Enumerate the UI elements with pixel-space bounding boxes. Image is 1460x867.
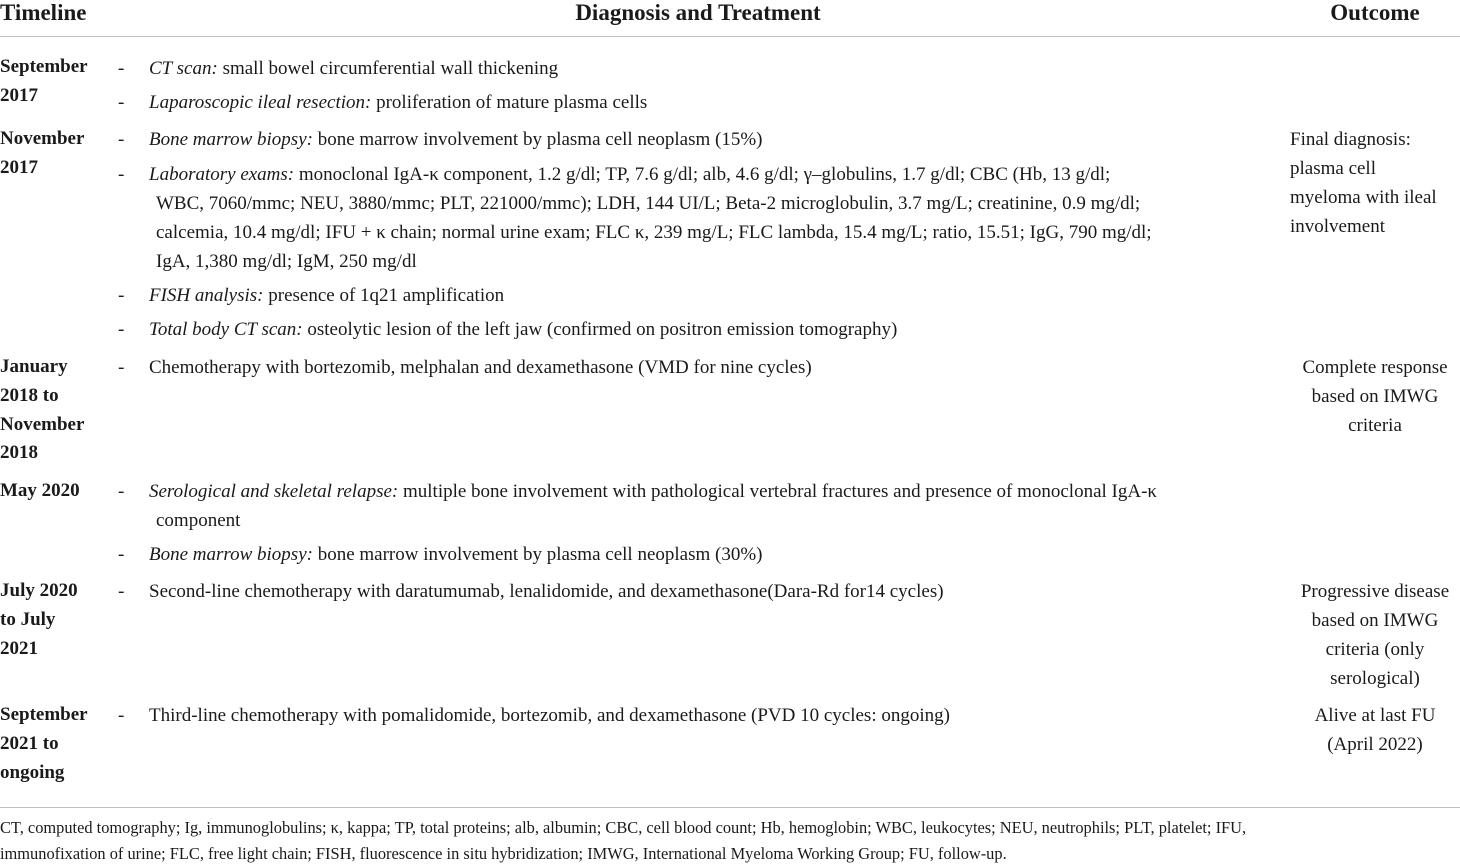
diagnosis-label: Bone marrow biopsy: — [149, 544, 313, 565]
timeline-line: January — [0, 356, 68, 377]
timeline-line: 2018 to — [0, 384, 59, 406]
outcome-line: criteria — [1348, 415, 1402, 436]
diagnosis-label: Total body CT scan: — [149, 319, 303, 340]
diagnosis-label: Bone marrow biopsy: — [149, 129, 313, 150]
timeline-line: 2021 to — [0, 732, 59, 754]
outcome-line: Final diagnosis: — [1290, 129, 1411, 150]
diagnosis-line-text: IgA, 1,380 mg/dl; IgM, 250 mg/dl — [156, 251, 417, 272]
timeline-line: 2017 — [0, 84, 38, 106]
outcome-line: involvement — [1290, 216, 1385, 237]
diagnosis-line-text: calcemia, 10.4 mg/dl; IFU + κ chain; normal urine exam; FLC κ, 239 mg/L; FLC lambda, 15.4 mg/L; ratio, 15.51; IgG, 790 mg/dl; — [156, 222, 1152, 243]
diagnosis-line-text: multiple bone involvement with pathological vertebral fractures and presence of monoclonal IgA-κ — [398, 481, 1158, 502]
diagnosis-text — [149, 540, 1277, 569]
diagnosis-label: Laboratory exams: — [149, 164, 295, 185]
outcome-line: Complete response — [1302, 357, 1448, 378]
diagnosis-line — [149, 218, 1277, 247]
timeline-cell — [0, 53, 110, 111]
diagnosis-line-text: small bowel circumferential wall thickening — [217, 58, 559, 79]
diagnosis-line — [149, 353, 1277, 382]
diagnosis-text — [149, 281, 1277, 310]
diagnosis-label: FISH analysis: — [149, 285, 264, 306]
footnote-line: CT, computed tomography; Ig, immunoglobulins; κ, kappa; TP, total proteins; alb, albumin; CBC, cell blood count; Hb, hemoglobin; WBC, leukocytes; NEU, neutrophils; PLT, platelet; IFU, — [0, 818, 1247, 837]
outcome-cell — [1290, 577, 1460, 693]
diagnosis-line-text: WBC, 7060/mmc; NEU, 3880/mmc; PLT, 221000/mmc); LDH, 144 UI/L; Beta-2 microglobulin, 3.7 mg/L; creatinine, 0.9 mg/dl; — [156, 193, 1141, 214]
list-dash: - — [118, 581, 125, 602]
list-dash: - — [118, 481, 125, 502]
header-outcome: Outcome — [1330, 0, 1420, 25]
header-timeline: Timeline — [0, 0, 87, 25]
timeline-cell — [0, 125, 110, 183]
timeline-cell — [0, 577, 110, 663]
outcome-line: criteria (only — [1325, 639, 1425, 660]
diagnosis-line-text: monoclonal IgA-κ component, 1.2 g/dl; TP, 7.6 g/dl; alb, 4.6 g/dl; γ–globulins, 1.7 g/dl; CBC (Hb, 13 g/dl; — [294, 164, 1111, 185]
diagnosis-line-text: bone marrow involvement by plasma cell neoplasm (15%) — [312, 129, 763, 150]
diagnosis-line-text: Chemotherapy with bortezomib, melphalan and dexamethasone (VMD for nine cycles) — [149, 357, 812, 378]
timeline-line: November — [0, 128, 85, 149]
list-dash: - — [118, 319, 125, 340]
timeline-line: September — [0, 56, 88, 77]
diagnosis-line — [149, 315, 1277, 344]
outcome-line: Alive at last FU — [1314, 705, 1436, 726]
diagnosis-line — [149, 247, 1277, 276]
diagnosis-text — [149, 701, 1277, 730]
outcome-line: based on IMWG — [1311, 386, 1439, 407]
timeline-cell — [0, 353, 110, 468]
diagnosis-line — [149, 125, 1277, 154]
timeline-line: 2017 — [0, 156, 38, 178]
diagnosis-text — [149, 315, 1277, 344]
timeline-cell — [0, 477, 110, 506]
timeline-line: to July — [0, 608, 56, 630]
list-dash: - — [118, 705, 125, 726]
diagnosis-line-text: bone marrow involvement by plasma cell neoplasm (30%) — [312, 544, 763, 565]
outcome-line: plasma cell — [1290, 158, 1376, 179]
outcome-line: serological) — [1330, 668, 1420, 689]
diagnosis-line — [149, 477, 1277, 506]
list-dash: - — [118, 164, 125, 185]
outcome-cell — [1290, 125, 1437, 241]
timeline-line: 2018 — [0, 442, 38, 464]
header-diagnosis-treatment: Diagnosis and Treatment — [575, 0, 821, 25]
diagnosis-text — [149, 125, 1277, 154]
diagnosis-line-text: presence of 1q21 amplification — [263, 285, 505, 306]
diagnosis-line — [149, 540, 1277, 569]
list-dash: - — [118, 58, 125, 79]
header-rule — [0, 36, 1460, 37]
diagnosis-text — [149, 577, 1277, 606]
outcome-line: Progressive disease — [1300, 581, 1450, 602]
outcome-cell — [1290, 353, 1460, 440]
diagnosis-label: CT scan: — [149, 58, 218, 79]
table-footnote — [0, 815, 1460, 867]
timeline-line: September — [0, 704, 88, 725]
diagnosis-text — [149, 160, 1277, 276]
diagnosis-text — [149, 88, 1277, 117]
footnote-line: immunofixation of urine; FLC, free light chain; FISH, fluorescence in situ hybridization; IMWG, International Myeloma Working Group; FU, follow-up. — [0, 844, 1007, 863]
outcome-cell — [1290, 701, 1460, 759]
diagnosis-line-text: Third-line chemotherapy with pomalidomide, bortezomib, and dexamethasone (PVD 10 cycles: ongoing) — [149, 705, 950, 726]
list-dash: - — [118, 129, 125, 150]
diagnosis-line — [149, 160, 1277, 189]
diagnosis-line — [149, 701, 1277, 730]
outcome-line: myeloma with ileal — [1290, 187, 1437, 208]
diagnosis-text — [149, 477, 1277, 535]
diagnosis-line — [149, 189, 1277, 218]
footer-rule — [0, 807, 1460, 808]
outcome-line: based on IMWG — [1311, 610, 1439, 631]
list-dash: - — [118, 285, 125, 306]
list-dash: - — [118, 92, 125, 113]
list-dash: - — [118, 544, 125, 565]
diagnosis-line-text: component — [156, 510, 241, 531]
timeline-line: July 2020 — [0, 580, 78, 601]
outcome-line: (April 2022) — [1327, 734, 1423, 755]
diagnosis-text — [149, 54, 1277, 83]
diagnosis-label: Serological and skeletal relapse: — [149, 481, 399, 502]
diagnosis-line — [149, 506, 1277, 535]
diagnosis-line-text: osteolytic lesion of the left jaw (confirmed on positron emission tomography) — [302, 319, 898, 340]
diagnosis-label: Laparoscopic ileal resection: — [149, 92, 372, 113]
diagnosis-line — [149, 54, 1277, 83]
diagnosis-line — [149, 281, 1277, 310]
diagnosis-line — [149, 577, 1277, 606]
timeline-line: 2021 — [0, 637, 38, 659]
timeline-line: May 2020 — [0, 480, 80, 501]
list-dash: - — [118, 357, 125, 378]
diagnosis-line-text: proliferation of mature plasma cells — [371, 92, 648, 113]
diagnosis-line — [149, 88, 1277, 117]
timeline-cell — [0, 701, 110, 787]
diagnosis-line-text: Second-line chemotherapy with daratumumab, lenalidomide, and dexamethasone(Dara-Rd for14 cycles) — [149, 581, 944, 602]
diagnosis-text — [149, 353, 1277, 382]
timeline-line: November — [0, 413, 85, 435]
timeline-line: ongoing — [0, 761, 65, 783]
